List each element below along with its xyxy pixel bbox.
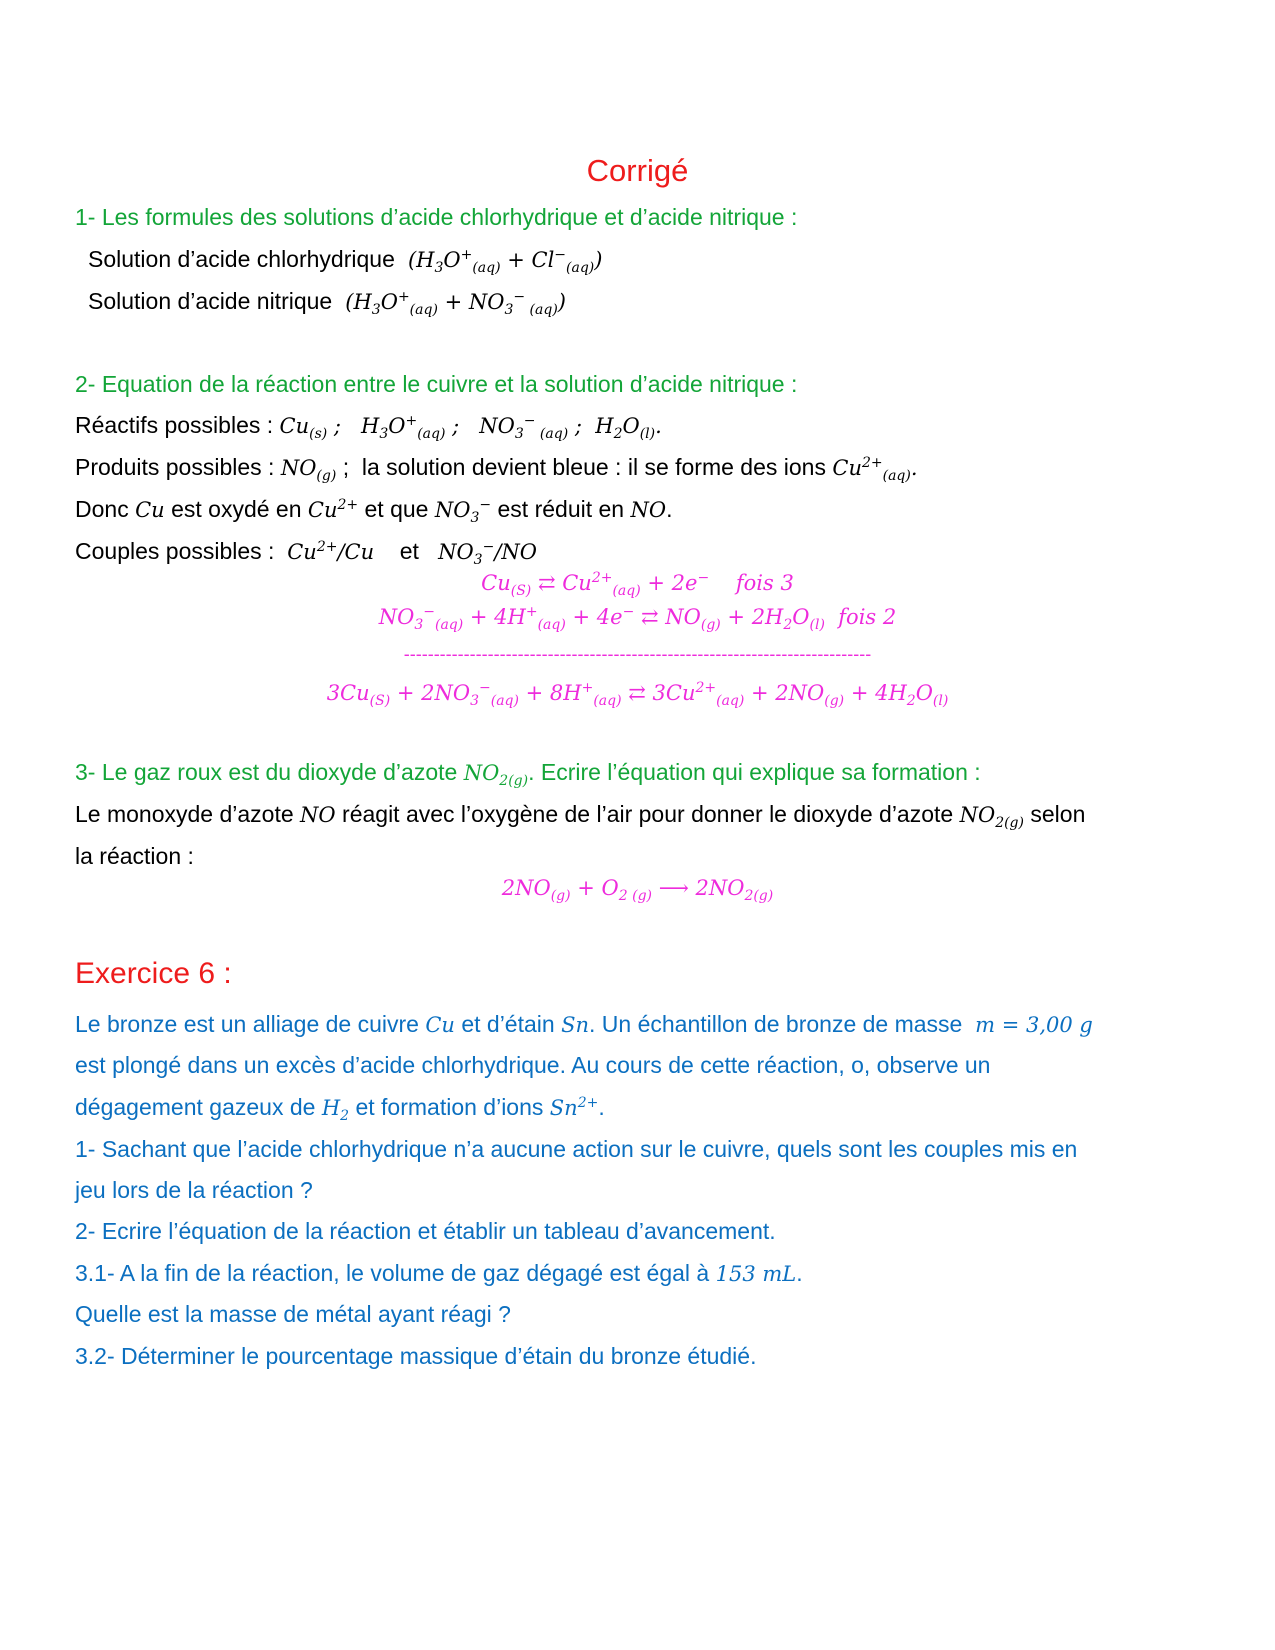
q3-text-a: Le monoxyde d’azote: [75, 801, 294, 827]
no-formula: NO: [300, 803, 336, 827]
page-title: Corrigé: [586, 153, 689, 188]
ex-p3-b: et formation d’ions: [355, 1094, 544, 1120]
exercise-title: Exercice 6 :: [75, 957, 232, 990]
hcl-label: Solution d’acide chlorhydrique: [88, 246, 395, 272]
no2-formula: $NO_{2(g)}$: [463, 761, 529, 790]
no-symbol: NO: [630, 498, 667, 522]
ex-q31-a: 3.1- A la fin de la réaction, le volume de gaz dégagé est égal à 153 mL.: [75, 1260, 803, 1286]
q3-heading-b: . Ecrire l’équation qui explique sa formation :: [528, 759, 981, 785]
donc-text-a: Donc: [75, 496, 129, 522]
fois3-label: fois 3: [735, 571, 794, 595]
ex-p1-c: . Un échantillon de bronze de masse: [589, 1011, 963, 1037]
couple-cu: $Cu^{2+}/Cu$: [287, 539, 375, 564]
produits-formula: $NO_{(g)}$: [280, 456, 337, 485]
sn-element: Sn: [561, 1013, 589, 1037]
ex-p1-a: Le bronze est un alliage de cuivre: [75, 1011, 419, 1037]
produits-label: Produits possibles :: [75, 454, 275, 480]
q3-text-line: [75, 801, 1085, 831]
produits-line: Produits possibles : $NO_{(g)}$ ; la solution devient bleue : il se forme des ions $Cu^{2+}_{(aq)}$.: [75, 454, 918, 485]
hno3-formula: ($H_3O^+_{(aq)} + NO_3^-$ $_{(aq)}$): [338, 289, 566, 319]
no3-symbol: $NO_3^-$: [434, 497, 492, 527]
ex-p3-a: dégagement gazeux de: [75, 1094, 316, 1120]
ex-p1: [75, 1011, 1093, 1038]
couple-no: $NO_3^-/NO$: [438, 539, 537, 569]
q3-heading-a: 3- Le gaz roux est du dioxyde d’azote: [75, 759, 458, 785]
q3-text-b: réagit avec l’oxygène de l’air pour donner le dioxyde d’azote: [342, 801, 954, 827]
hcl-line: [88, 246, 602, 276]
q3-text-c: selon: [1030, 801, 1086, 827]
donc-text-c: et que: [364, 496, 429, 522]
volume-value: 153 mL: [715, 1262, 797, 1286]
donc-text-d: est réduit en: [497, 496, 625, 522]
ex-q1-a: 1- Sachant que l’acide chlorhydrique n’a aucune action sur le cuivre, quels sont les couples mis en: [75, 1136, 1078, 1162]
cu-ion: $Cu^{2+}_{(aq)}$.: [832, 455, 918, 485]
sn2-formula: $Sn^{2+}$: [549, 1095, 599, 1120]
hcl-formula: $(H_3O^+_{(aq)} + Cl^-_{(aq)})$: [401, 247, 603, 277]
hno3-label: Solution d’acide nitrique: [88, 288, 333, 314]
couples-label: Couples possibles :: [75, 538, 275, 564]
cu-symbol: Cu: [135, 498, 165, 522]
cu2-symbol: $Cu^{2+}$: [307, 497, 359, 522]
no2g-formula: $NO_{2(g)}$: [959, 803, 1024, 832]
couples-et: et: [399, 538, 419, 564]
mass-value: m = 3,00 g: [975, 1013, 1093, 1037]
fois2-label: fois 2: [838, 605, 897, 629]
ex-q1-b: jeu lors de la réaction ?: [75, 1177, 313, 1203]
couples-line: [75, 538, 537, 568]
global-equation: $3Cu_{(S)} + 2NO_3^-_{(aq)} + 8H^+_{(aq)}$ ⇄ $3Cu^{2+}_{(aq)} + 2NO_{(g)} + 4H_2O_{(l)}$: [326, 680, 949, 710]
reactifs-line: [75, 412, 662, 442]
q3-heading: [75, 759, 981, 789]
no2-equation: $2NO_{(g)} + O_{2 (g)}$ ⟶ $2NO_{2(g)}$: [501, 876, 774, 905]
donc-text-b: est oxydé en: [171, 496, 302, 522]
separator-line: ------------------------------------------------------------------------------: [403, 644, 872, 664]
ex-p3: dégagement gazeux de $H_2$ et formation d’ions $Sn^{2+}$.: [75, 1094, 605, 1125]
q2-heading: 2- Equation de la réaction entre le cuivre et la solution d’acide nitrique :: [75, 371, 798, 397]
ex-q32: 3.2- Déterminer le pourcentage massique d’étain du bronze étudié.: [75, 1343, 757, 1369]
donc-line: Donc Cu est oxydé en $Cu^{2+}$ et que $NO_3^-$ est réduit en NO.: [75, 496, 673, 527]
half-equation-reduction: $NO_3^-_{(aq)} + 4H^+_{(aq)} + 4e^-$ ⇄ $NO_{(g)} + 2H_2O_{(l)}$ fois 2: [378, 604, 897, 634]
ex-q31-text: 3.1- A la fin de la réaction, le volume de gaz dégagé est égal à: [75, 1260, 710, 1286]
hno3-line: [88, 288, 566, 318]
half-equation-oxidation: $Cu_{(S)}$ ⇄ $Cu^{2+}_{(aq)} + 2e^-$ fois 3: [481, 570, 794, 600]
q3-text-d: la réaction :: [75, 843, 194, 869]
ex-p2: est plongé dans un excès d’acide chlorhydrique. Au cours de cette réaction, o, observe un: [75, 1052, 991, 1078]
ex-q2: 2- Ecrire l’équation de la réaction et établir un tableau d’avancement.: [75, 1218, 776, 1244]
q1-heading: 1- Les formules des solutions d’acide chlorhydrique et d’acide nitrique :: [75, 204, 798, 230]
ex-p1-b: et d’étain: [461, 1011, 555, 1037]
produits-text: la solution devient bleue : il se forme des ions: [361, 454, 826, 480]
reactifs-formula: $Cu_{(s)}$ ; $H_3O^+_{(aq)}$ ; $NO_3^-$ $_{(aq)}$ ; $H_2O_{(l)}$.: [279, 413, 662, 443]
ex-q31-b: Quelle est la masse de métal ayant réagi ?: [75, 1301, 511, 1327]
reactifs-label: Réactifs possibles :: [75, 412, 274, 438]
cu-element: Cu: [425, 1013, 455, 1037]
h2-formula: $H_2$: [321, 1096, 350, 1125]
